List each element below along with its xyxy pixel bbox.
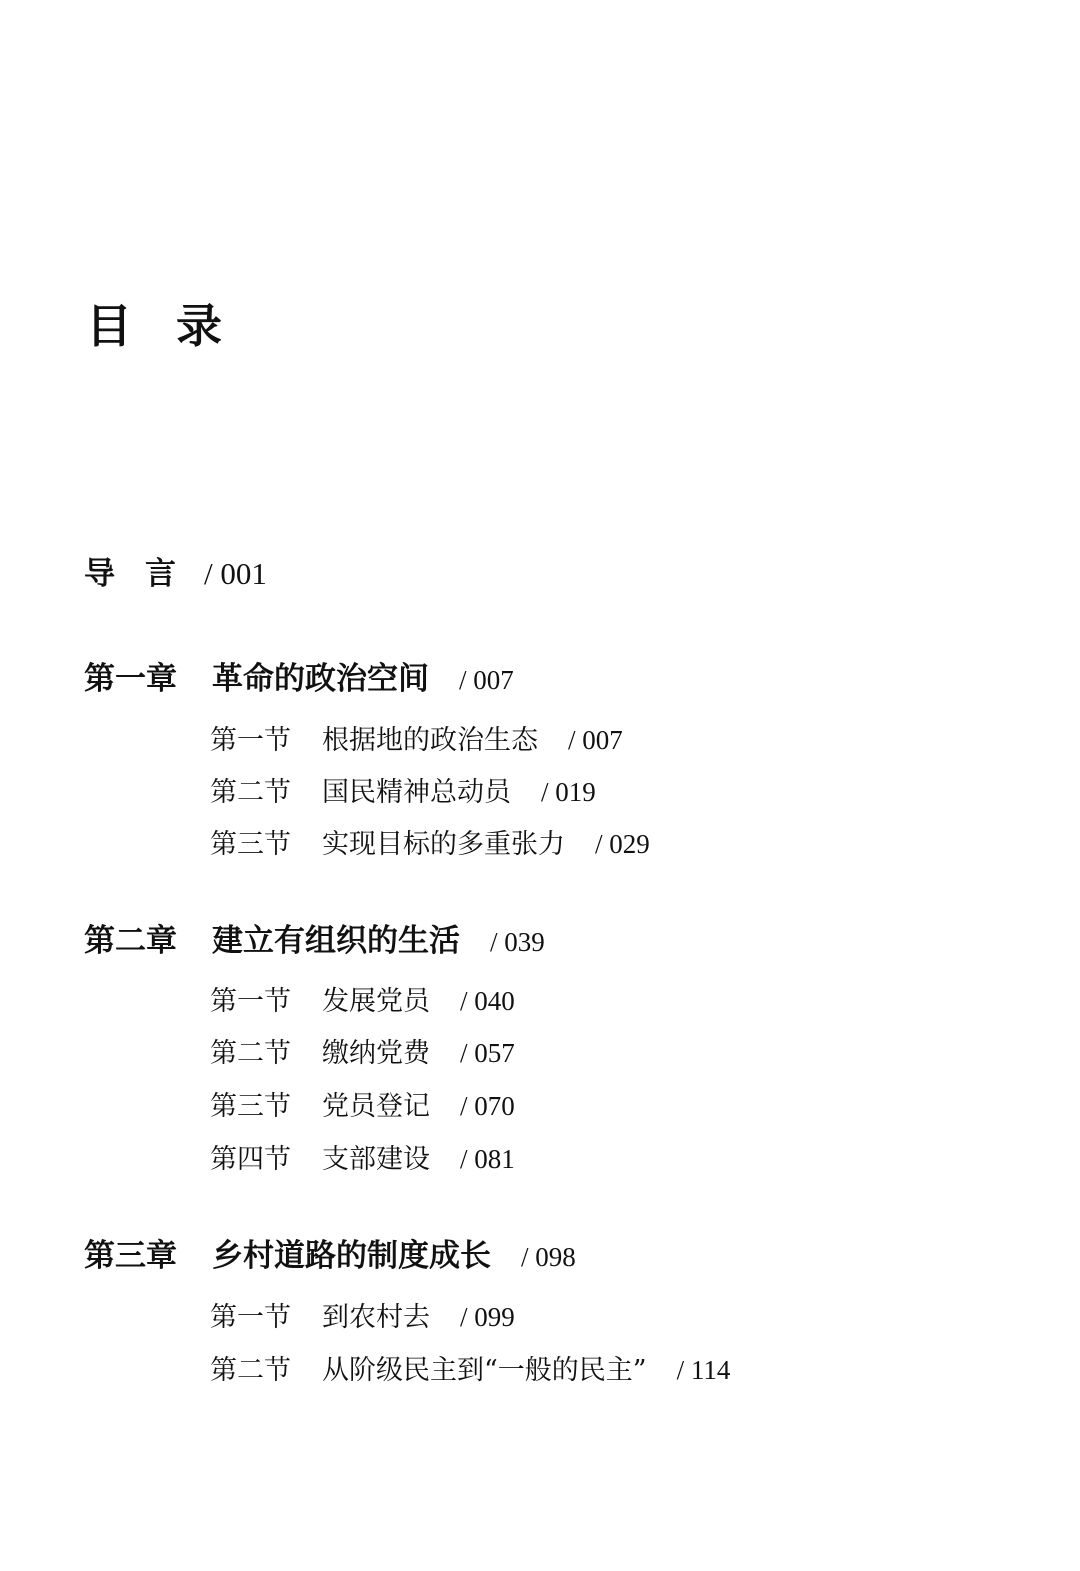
- toc-entry-introduction[interactable]: [84, 552, 267, 596]
- section-page-ref: / 114: [676, 1355, 731, 1385]
- section-page-ref: / 099: [460, 1302, 515, 1332]
- page-title: 目录: [86, 299, 266, 353]
- toc-chapter-1[interactable]: [84, 657, 514, 702]
- chapter-number: 第三章: [84, 1238, 177, 1274]
- section-page-ref: / 081: [460, 1144, 515, 1174]
- toc-section-2-3[interactable]: [210, 1086, 515, 1127]
- toc-section-2-2[interactable]: [210, 1033, 515, 1074]
- chapter-number: 第一章: [84, 661, 177, 697]
- section-title: 从阶级民主到“一般的民主”: [322, 1355, 647, 1386]
- toc-section-3-2[interactable]: [210, 1350, 730, 1391]
- section-page-ref: / 070: [460, 1091, 515, 1121]
- section-title: 发展党员: [322, 986, 430, 1017]
- section-page-ref: / 040: [460, 986, 515, 1016]
- section-number: 第二节: [210, 1355, 291, 1386]
- toc-chapter-2[interactable]: [84, 919, 545, 964]
- chapter-page-ref: / 039: [490, 927, 545, 957]
- section-title: 实现目标的多重张力: [322, 829, 565, 860]
- section-page-ref: / 019: [541, 777, 596, 807]
- section-title: 国民精神总动员: [322, 777, 511, 808]
- toc-chapter-3[interactable]: [84, 1234, 576, 1279]
- section-number: 第一节: [210, 725, 291, 756]
- section-title: 党员登记: [322, 1091, 430, 1122]
- section-number: 第一节: [210, 1302, 291, 1333]
- chapter-page-ref: / 098: [521, 1242, 576, 1272]
- chapter-number: 第二章: [84, 923, 177, 959]
- section-number: 第三节: [210, 1091, 291, 1122]
- toc-section-3-1[interactable]: [210, 1297, 515, 1338]
- section-number: 第二节: [210, 1038, 291, 1069]
- toc-section-1-1[interactable]: [210, 720, 623, 761]
- toc-section-2-4[interactable]: [210, 1139, 515, 1180]
- section-number: 第一节: [210, 986, 291, 1017]
- introduction-page-ref: / 001: [204, 556, 267, 591]
- chapter-page-ref: / 007: [459, 665, 514, 695]
- toc-section-1-2[interactable]: [210, 772, 596, 813]
- section-page-ref: / 029: [595, 829, 650, 859]
- section-number: 第三节: [210, 829, 291, 860]
- section-number: 第四节: [210, 1144, 291, 1175]
- section-title: 缴纳党费: [322, 1038, 430, 1069]
- section-page-ref: / 007: [568, 725, 623, 755]
- section-page-ref: / 057: [460, 1038, 515, 1068]
- section-title: 根据地的政治生态: [322, 725, 538, 756]
- section-title: 支部建设: [322, 1144, 430, 1175]
- chapter-title: 革命的政治空间: [212, 661, 429, 697]
- section-title: 到农村去: [322, 1302, 430, 1333]
- introduction-label: 导言: [84, 556, 206, 592]
- toc-section-2-1[interactable]: [210, 981, 515, 1022]
- section-number: 第二节: [210, 777, 291, 808]
- chapter-title: 建立有组织的生活: [212, 923, 460, 959]
- toc-section-1-3[interactable]: [210, 824, 650, 865]
- chapter-title: 乡村道路的制度成长: [212, 1238, 491, 1274]
